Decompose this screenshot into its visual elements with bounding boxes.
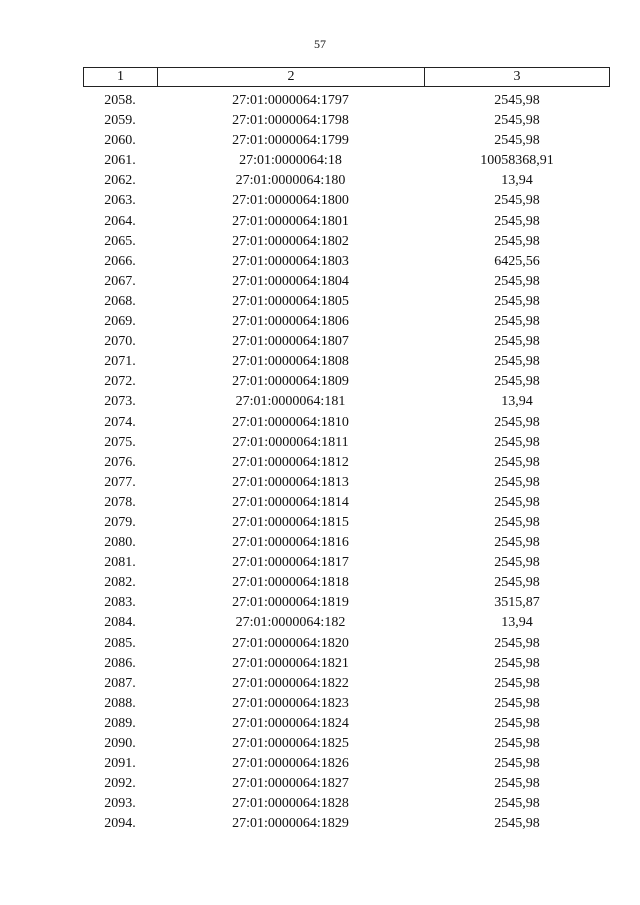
- row-number-cell: 2059.: [104, 113, 136, 129]
- value-cell: 2545,98: [494, 555, 540, 571]
- cadastral-number-cell: 27:01:0000064:1802: [232, 233, 349, 249]
- row-number-cell: 2062.: [104, 173, 136, 189]
- column-header-3: 3: [513, 69, 521, 84]
- table-row: [83, 292, 610, 312]
- cadastral-number-cell: 27:01:0000064:1814: [232, 494, 349, 510]
- table-row: [83, 232, 610, 252]
- cadastral-number-cell: 27:01:0000064:1817: [232, 555, 349, 571]
- table-row: [83, 694, 610, 714]
- row-number-cell: 2076.: [104, 454, 136, 470]
- cadastral-number-cell: 27:01:0000064:1805: [232, 293, 349, 309]
- table-row: [83, 151, 610, 171]
- value-cell: 2545,98: [494, 776, 540, 792]
- table-row: [83, 734, 610, 754]
- cadastral-number-cell: 27:01:0000064:1804: [232, 273, 349, 289]
- table-row: [83, 212, 610, 232]
- value-cell: 2545,98: [494, 655, 540, 671]
- row-number-cell: 2064.: [104, 213, 136, 229]
- table-row: [83, 774, 610, 794]
- page-number: 57: [314, 37, 326, 51]
- row-number-cell: 2089.: [104, 715, 136, 731]
- value-cell: 2545,98: [494, 414, 540, 430]
- cadastral-number-cell: 27:01:0000064:1827: [232, 776, 349, 792]
- row-number-cell: 2082.: [104, 575, 136, 591]
- table-row: [83, 573, 610, 593]
- row-number-cell: 2091.: [104, 756, 136, 772]
- value-cell: 2545,98: [494, 756, 540, 772]
- table-row: [83, 473, 610, 493]
- row-number-cell: 2092.: [104, 776, 136, 792]
- table-header: [83, 67, 610, 87]
- table-row: [83, 613, 610, 633]
- value-cell: 6425,56: [494, 253, 540, 269]
- cadastral-number-cell: 27:01:0000064:1821: [232, 655, 349, 671]
- row-number-cell: 2060.: [104, 133, 136, 149]
- cadastral-number-cell: 27:01:0000064:182: [235, 615, 346, 631]
- row-number-cell: 2072.: [104, 374, 136, 390]
- cadastral-number-cell: 27:01:0000064:1828: [232, 796, 349, 812]
- cadastral-number-cell: 27:01:0000064:1809: [232, 374, 349, 390]
- value-cell: 2545,98: [494, 715, 540, 731]
- value-cell: 2545,98: [494, 434, 540, 450]
- row-number-cell: 2086.: [104, 655, 136, 671]
- table-row: [83, 754, 610, 774]
- value-cell: 13,94: [501, 394, 533, 410]
- table-body: [83, 91, 610, 834]
- row-number-cell: 2084.: [104, 615, 136, 631]
- cadastral-number-cell: 27:01:0000064:1822: [232, 675, 349, 691]
- value-cell: 2545,98: [494, 193, 540, 209]
- cadastral-number-cell: 27:01:0000064:1820: [232, 635, 349, 651]
- row-number-cell: 2074.: [104, 414, 136, 430]
- cadastral-number-cell: 27:01:0000064:1811: [232, 434, 349, 450]
- value-cell: 2545,98: [494, 635, 540, 651]
- table-row: [83, 332, 610, 352]
- cadastral-number-cell: 27:01:0000064:1808: [232, 354, 349, 370]
- value-cell: 2545,98: [494, 474, 540, 490]
- row-number-cell: 2058.: [104, 93, 136, 108]
- row-number-cell: 2080.: [104, 535, 136, 551]
- table-row: [83, 372, 610, 392]
- value-cell: 2545,98: [494, 454, 540, 470]
- table-row: [83, 91, 610, 111]
- row-number-cell: 2093.: [104, 796, 136, 812]
- row-number-cell: 2083.: [104, 595, 136, 611]
- table-row: [83, 814, 610, 834]
- column-header-1: 1: [84, 68, 158, 86]
- cadastral-number-cell: 27:01:0000064:1815: [232, 514, 349, 530]
- cadastral-number-cell: 27:01:0000064:1824: [232, 715, 349, 731]
- table-row: [83, 453, 610, 473]
- row-number-cell: 2079.: [104, 514, 136, 530]
- value-cell: 2545,98: [494, 213, 540, 229]
- cadastral-number-cell: 27:01:0000064:1803: [232, 253, 349, 269]
- row-number-cell: 2075.: [104, 434, 136, 450]
- table-row: [83, 252, 610, 272]
- value-cell: 2545,98: [494, 796, 540, 812]
- value-cell: 2545,98: [494, 314, 540, 330]
- value-cell: 2545,98: [494, 494, 540, 510]
- cadastral-number-cell: 27:01:0000064:1819: [232, 595, 349, 611]
- cadastral-number-cell: 27:01:0000064:1813: [232, 474, 349, 490]
- value-cell: 2545,98: [494, 736, 540, 751]
- table-row: [83, 634, 610, 654]
- table-row: [83, 392, 610, 412]
- value-cell: 13,94: [501, 615, 533, 631]
- value-cell: 3515,87: [494, 595, 540, 611]
- row-number-cell: 2078.: [104, 494, 136, 510]
- value-cell: 13,94: [501, 173, 533, 189]
- row-number-cell: 2070.: [104, 334, 136, 350]
- value-cell: 2545,98: [494, 113, 540, 129]
- cadastral-number-cell: 27:01:0000064:1798: [232, 113, 349, 129]
- cadastral-number-cell: 27:01:0000064:1799: [232, 133, 349, 149]
- cadastral-number-cell: 27:01:0000064:1826: [232, 756, 349, 772]
- table-row: [83, 553, 610, 573]
- row-number-cell: 2094.: [104, 816, 136, 832]
- value-cell: 2545,98: [494, 374, 540, 390]
- cadastral-number-cell: 27:01:0000064:1829: [232, 816, 349, 832]
- row-number-cell: 2085.: [104, 635, 136, 651]
- cadastral-number-cell: 27:01:0000064:1812: [232, 454, 349, 470]
- row-number-cell: 2066.: [104, 253, 136, 269]
- table-row: [83, 272, 610, 292]
- cadastral-number-cell: 27:01:0000064:18: [239, 153, 342, 169]
- value-cell: 2545,98: [494, 293, 540, 309]
- row-number-cell: 2069.: [104, 314, 136, 330]
- row-number-cell: 2071.: [104, 354, 136, 370]
- cadastral-number-cell: 27:01:0000064:180: [235, 173, 346, 189]
- table-row: [83, 352, 610, 372]
- table-row: [83, 654, 610, 674]
- cadastral-number-cell: 27:01:0000064:181: [235, 394, 346, 410]
- table-row: [83, 191, 610, 211]
- value-cell: 2545,98: [494, 334, 540, 350]
- table-row: [83, 413, 610, 433]
- table-row: [83, 593, 610, 613]
- table-row: [83, 433, 610, 453]
- value-cell: 2545,98: [494, 514, 540, 530]
- table-row: [83, 131, 610, 151]
- row-number-cell: 2077.: [104, 474, 136, 490]
- table-row: [83, 111, 610, 131]
- value-cell: 10058368,91: [480, 153, 554, 169]
- row-number-cell: 2073.: [104, 394, 136, 410]
- value-cell: 2545,98: [494, 93, 540, 108]
- cadastral-number-cell: 27:01:0000064:1825: [232, 736, 349, 751]
- value-cell: 2545,98: [494, 133, 540, 149]
- row-number-cell: 2081.: [104, 555, 136, 571]
- cadastral-number-cell: 27:01:0000064:1806: [232, 314, 349, 330]
- cadastral-number-cell: 27:01:0000064:1807: [232, 334, 349, 350]
- cadastral-number-cell: 27:01:0000064:1818: [232, 575, 349, 591]
- row-number-cell: 2090.: [104, 736, 136, 751]
- row-number-cell: 2065.: [104, 233, 136, 249]
- cadastral-number-cell: 27:01:0000064:1801: [232, 213, 349, 229]
- row-number-cell: 2087.: [104, 675, 136, 691]
- table-row: [83, 533, 610, 553]
- cadastral-number-cell: 27:01:0000064:1797: [232, 93, 349, 108]
- table-row: [83, 794, 610, 814]
- cadastral-number-cell: 27:01:0000064:1823: [232, 695, 349, 711]
- table-row: [83, 513, 610, 533]
- cadastral-number-cell: 27:01:0000064:1810: [232, 414, 349, 430]
- value-cell: 2545,98: [494, 816, 540, 832]
- table-row: [83, 674, 610, 694]
- value-cell: 2545,98: [494, 575, 540, 591]
- cadastral-number-cell: 27:01:0000064:1816: [232, 535, 349, 551]
- row-number-cell: 2068.: [104, 293, 136, 309]
- value-cell: 2545,98: [494, 695, 540, 711]
- value-cell: 2545,98: [494, 535, 540, 551]
- table-row: [83, 493, 610, 513]
- row-number-cell: 2063.: [104, 193, 136, 209]
- value-cell: 2545,98: [494, 354, 540, 370]
- value-cell: 2545,98: [494, 273, 540, 289]
- value-cell: 2545,98: [494, 233, 540, 249]
- table-row: [83, 171, 610, 191]
- row-number-cell: 2067.: [104, 273, 136, 289]
- cadastral-number-cell: 27:01:0000064:1800: [232, 193, 349, 209]
- row-number-cell: 2088.: [104, 695, 136, 711]
- row-number-cell: 2061.: [104, 153, 136, 169]
- table-row: [83, 714, 610, 734]
- value-cell: 2545,98: [494, 675, 540, 691]
- table-row: [83, 312, 610, 332]
- column-header-2: 2: [158, 68, 425, 86]
